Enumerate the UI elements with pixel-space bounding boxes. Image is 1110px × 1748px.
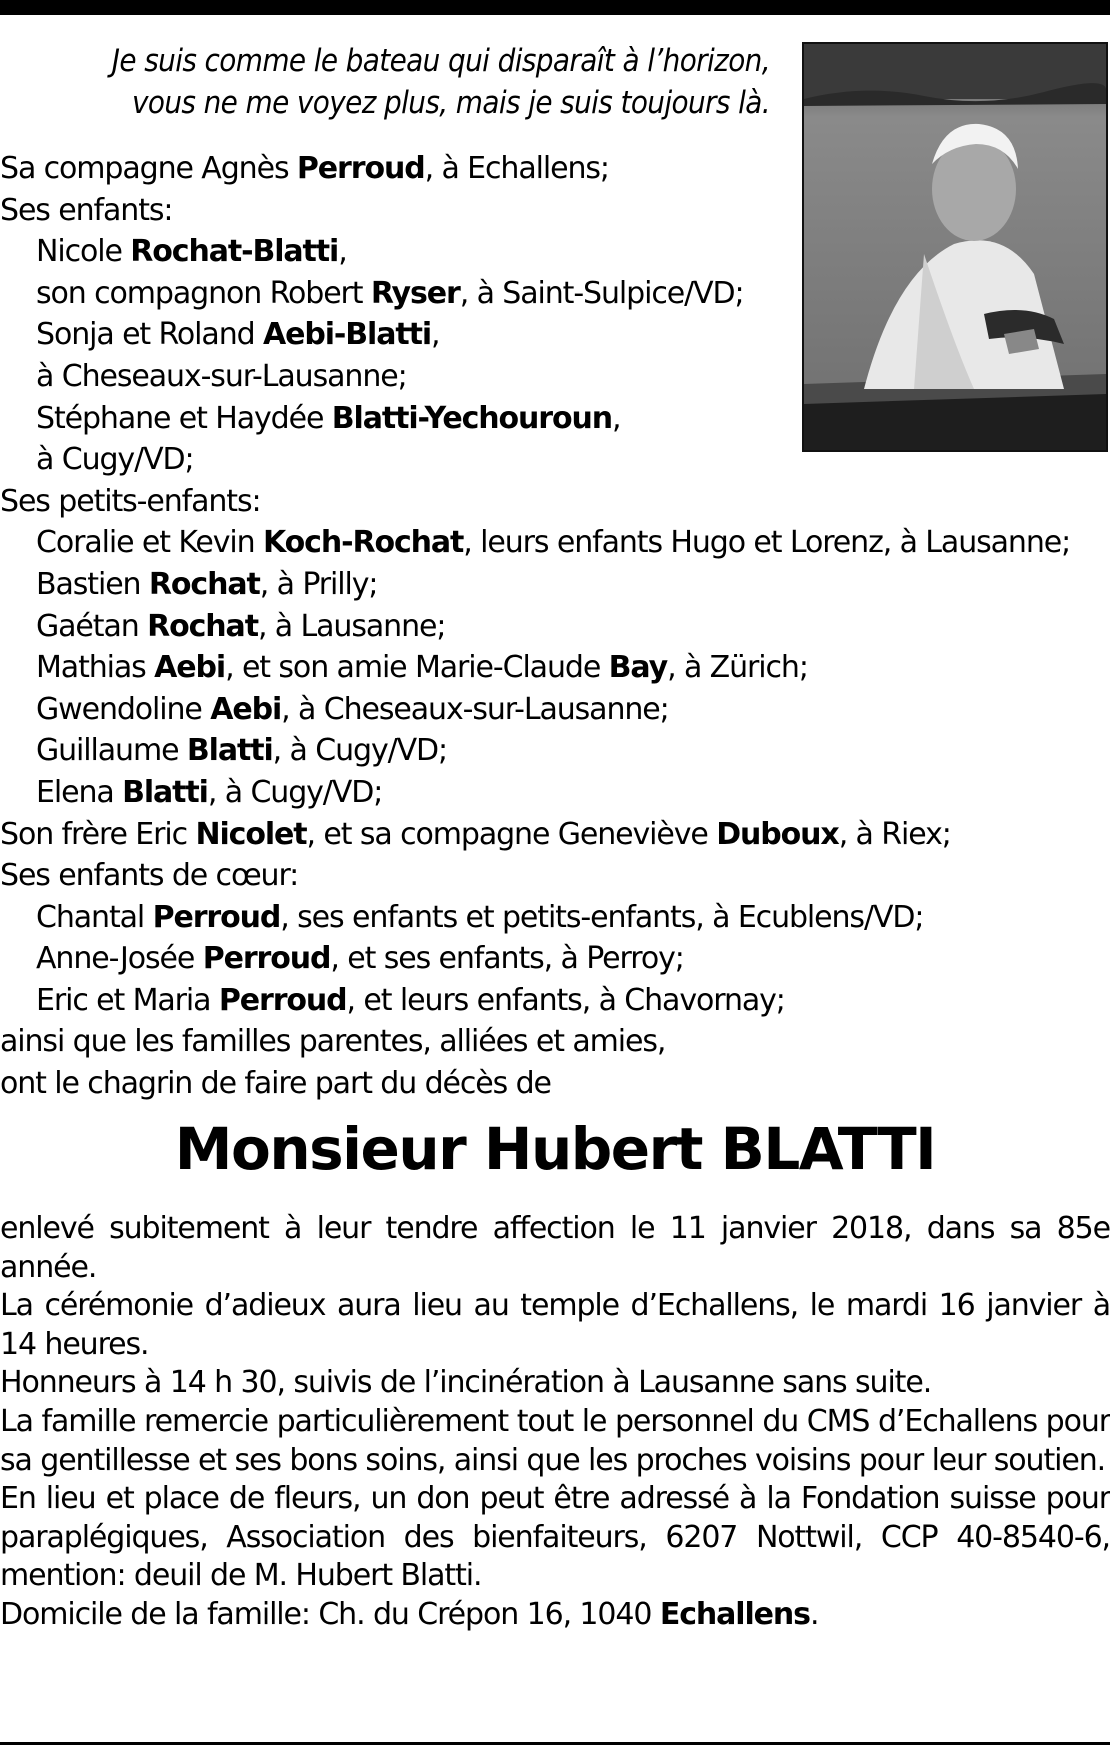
- family-line: Gaétan Rochat, à Lausanne;: [36, 608, 446, 644]
- family-line: Sa compagne Agnès Perroud, à Echallens;: [0, 151, 609, 186]
- family-line: Mathias Aebi, et son amie Marie-Claude Bay, à Zürich;: [36, 650, 808, 686]
- paragraph: Domicile de la famille: Ch. du Crépon 16, 1040 Echallens.: [0, 1596, 819, 1632]
- family-group-heading: Ses enfants de cœur:: [0, 858, 299, 894]
- paragraph: enlevé subitement à leur tendre affection le 11 janvier 2018, dans sa 85e année.: [0, 1211, 1110, 1285]
- top-rule: [0, 0, 1110, 15]
- family-line: Nicole Rochat-Blatti,: [36, 234, 347, 270]
- quote-line: vous ne me voyez plus, mais je suis toujours là.: [131, 85, 770, 121]
- family-line: ont le chagrin de faire part du décès de: [0, 1066, 551, 1102]
- paragraph: En lieu et place de fleurs, un don peut être adressé à la Fondation suisse pour paraplégiques, Association des bienfaiteurs, 6207 Nottwil, CCP 40-8540-6, mention: deuil de M. Hubert Blatti.: [0, 1481, 1110, 1594]
- family-line: Eric et Maria Perroud, et leurs enfants, à Chavornay;: [36, 982, 785, 1018]
- paragraph: Honneurs à 14 h 30, suivis de l’incinération à Lausanne sans suite.: [0, 1365, 932, 1401]
- family-line: Elena Blatti, à Cugy/VD;: [36, 774, 383, 810]
- epigraph-quote: [0, 40, 770, 124]
- family-list: [0, 148, 1110, 1105]
- family-line: Coralie et Kevin Koch-Rochat, leurs enfants Hugo et Lorenz, à Lausanne;: [36, 525, 1071, 561]
- family-line: à Cugy/VD;: [36, 442, 194, 478]
- family-line: Anne-Josée Perroud, et ses enfants, à Perroy;: [36, 941, 684, 977]
- family-line: Guillaume Blatti, à Cugy/VD;: [36, 733, 448, 769]
- paragraph: La cérémonie d’adieux aura lieu au temple d’Echallens, le mardi 16 janvier à 14 heures.: [0, 1288, 1110, 1362]
- bottom-rule: [0, 1742, 1110, 1745]
- family-group-heading: Ses petits-enfants:: [0, 483, 261, 519]
- deceased-name: Monsieur Hubert BLATTI: [174, 1115, 936, 1183]
- family-line: son compagnon Robert Ryser, à Saint-Sulpice/VD;: [36, 275, 744, 311]
- family-line: Sonja et Roland Aebi-Blatti,: [36, 317, 440, 353]
- family-group-heading: Ses enfants:: [0, 192, 173, 228]
- family-line: Bastien Rochat, à Prilly;: [36, 566, 378, 602]
- family-line: ainsi que les familles parentes, alliées et amies,: [0, 1024, 666, 1060]
- family-line: Chantal Perroud, ses enfants et petits-enfants, à Ecublens/VD;: [36, 899, 924, 935]
- announcement-body: [0, 1210, 1110, 1635]
- family-line: Gwendoline Aebi, à Cheseaux-sur-Lausanne;: [36, 691, 669, 727]
- paragraph: La famille remercie particulièrement tout le personnel du CMS d’Echallens pour sa gentillesse et ses bons soins, ainsi que les proches voisins pour leur soutien.: [0, 1403, 1110, 1478]
- family-line: Stéphane et Haydée Blatti-Yechouroun,: [36, 400, 621, 436]
- family-line: Son frère Eric Nicolet, et sa compagne Geneviève Duboux, à Riex;: [0, 816, 951, 852]
- quote-line: Je suis comme le bateau qui disparaît à l’horizon,: [111, 43, 770, 79]
- family-line: à Cheseaux-sur-Lausanne;: [36, 358, 407, 394]
